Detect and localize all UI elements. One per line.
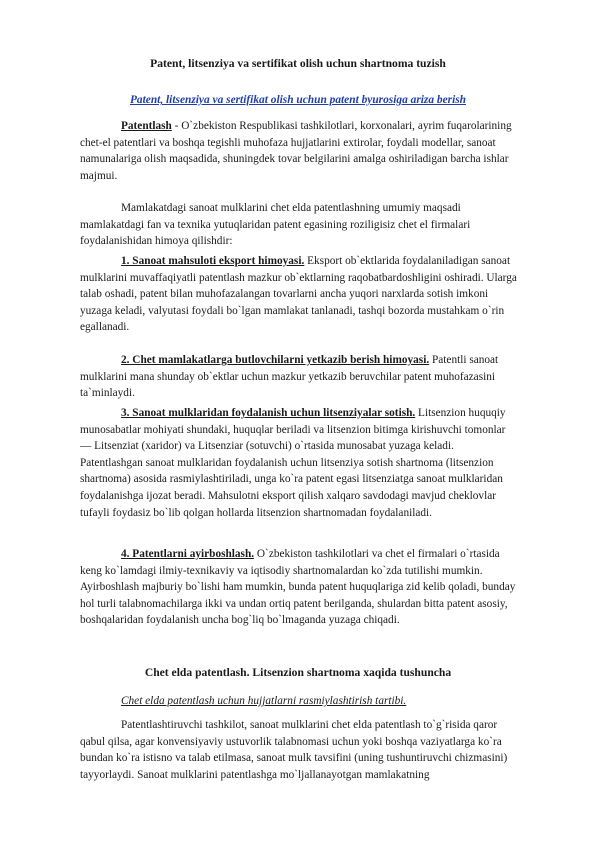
paragraph-point-1 bbox=[80, 253, 518, 336]
paragraph-section2 bbox=[80, 717, 518, 783]
paragraph-lead: Patentlash bbox=[121, 120, 172, 132]
paragraph-text: Patentlashtiruvchi tashkilot, sanoat mulklarini chet elda patentlash to`g`risida qaror qabul qilsa, agar konvensiyaviy ustuvorlik talabnomasi uchun yoki boshqa vaziyatlarga ko`ra bundan ko`ra istisno va talab etilmasa, sanoat mulk tavsifini (uning tushuntiruvchi chizmasini) tayyorlaydi. Sanoat mulklarini patentlashga mo`ljallanayotgan mamlakatning bbox=[80, 719, 508, 781]
heading-link[interactable]: Patent, litsenziya va sertifikat olish uchun patent byurosiga ariza berish bbox=[129, 94, 467, 106]
paragraph-lead: 1. Sanoat mahsuloti eksport himoyasi. bbox=[121, 255, 305, 267]
paragraph-point-3 bbox=[80, 405, 518, 521]
paragraph-lead: 2. Chet mamlakatlarga butlovchilarni yetkazib berish himoyasi. bbox=[121, 354, 430, 366]
paragraph-point-4 bbox=[80, 546, 518, 629]
page-title: Patent, litsenziya va sertifikat olish uchun shartnoma tuzish bbox=[150, 57, 446, 70]
paragraph-text: Patentli sanoat mulklarini mana shunday ob`ektlar uchun mazkur yetkazib beruvchilar patent muhofazasini ta`minlaydi. bbox=[80, 354, 499, 400]
paragraph-maqsad bbox=[80, 200, 518, 250]
paragraph-text: Litsenzion huquqiy munosabatlar mohiyati shundaki, huquqlar beriladi va litsenzion bitimga kirishuvchi tomonlar — Litsenziat (xaridor) va Litsenziar (sotuvchi) o`rtasida munosabat yuzaga keladi. Patentlashgan sanoat mulklaridan foydalanish uchun litsenziya sotish shartnoma (litsenzion shartnoma) asosida rasmiylashtiriladi, unga ko`ra patent egasi litsenziatga sanoat mulklaridan foydalanishga ijozat beradi. Mahsulotni eksport qilish xalqaro savdodagi mavjud cheklovlar tufayli foydasiz bo`lib qolgan hollarda litsenzion shartnomadan foydalaniladi. bbox=[80, 407, 506, 519]
section-subheading: Chet elda patentlash uchun hujjatlarni rasmiylashtirish tartibi. bbox=[121, 695, 407, 707]
paragraph-text: O`zbekiston tashkilotlari va chet el firmalari o`rtasida keng ko`lamdagi ilmiy-texnikaviy va iqtisodiy shartnomalardan ko`zda tutilishi mumkin. Ayirboshlash majburiy bo`lishi ham mumkin, bunda patent huquqlariga zid kelib qoladi, bunday hol turli talabnomachilarga ikki va undan ortiq patent berilganda, shulardan bitta patent asosiy, boshqalaridan foydalanish uncha bog`liq bo`lmaganda yuzaga chiqadi. bbox=[80, 548, 516, 627]
paragraph-lead: 3. Sanoat mulklaridan foydalanish uchun litsenziyalar sotish. bbox=[121, 407, 416, 419]
paragraph-patentlash bbox=[80, 118, 518, 184]
paragraph-lead: 4. Patentlarni ayirboshlash. bbox=[121, 548, 255, 560]
paragraph-point-2 bbox=[80, 352, 518, 402]
paragraph-text: Mamlakatdagi sanoat mulklarini chet elda patentlashning umumiy maqsadi mamlakatdagi fan va texnika yutuqlaridan patent egasining roziligisiz chet el firmalari foydalanishidan himoya qilishdir: bbox=[80, 202, 471, 248]
paragraph-text: - O`zbekiston Respublikasi tashkilotlari, korxonalari, ayrim fuqarolarining chet-el patentlari va boshqa tegishli muhofaza hujjatlarini extirolar, foydali modellar, sanoat namunalariga olish maqsadida, shuningdek tovar belgilarini amalga oshiriladigan barcha ishlar majmui. bbox=[80, 120, 512, 182]
section-heading: Chet elda patentlash. Litsenzion shartnoma xaqida tushuncha bbox=[144, 666, 452, 679]
paragraph-text: Eksport ob`ektlarida foydalaniladigan sanoat mulklarini muvaffaqiyatli patentlash mazkur ob`ektlarning raqobatbardoshligini oshiradi. Ularga talab oshadi, patent bilan muhofazalangan tovarlarni ancha yuqori narxlarda sotish imkoni yuzaga keladi, valyutasi foydali bo`lgan mamlakat tanlanadi, tashqi bozorda mustahkam o`rin egallanadi. bbox=[80, 255, 517, 334]
